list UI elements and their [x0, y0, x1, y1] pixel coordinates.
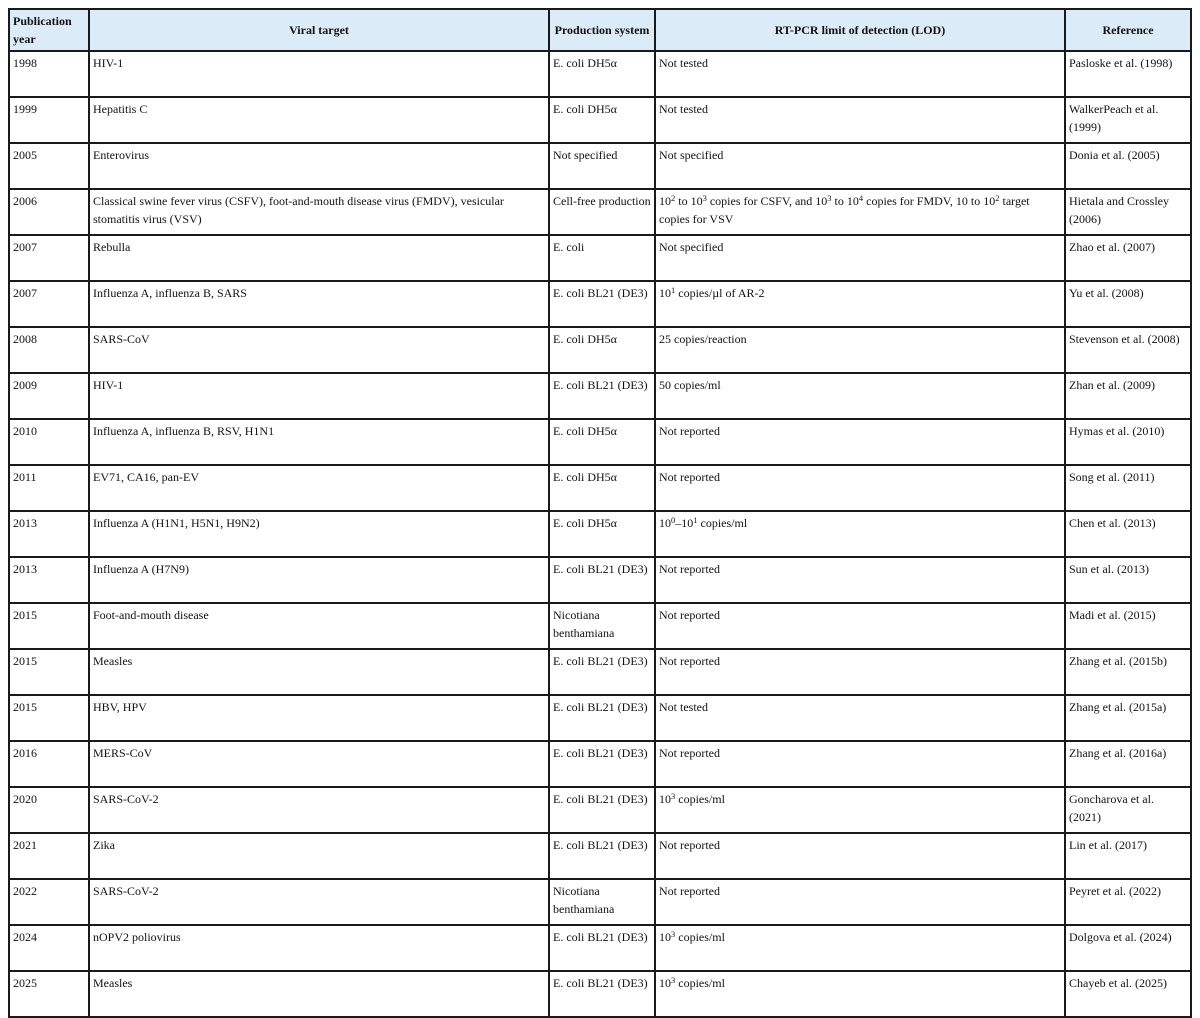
cell-year: 2020 [9, 787, 89, 833]
cell-year: 2008 [9, 327, 89, 373]
cell-production-system: E. coli BL21 (DE3) [549, 373, 655, 419]
cell-lod: 50 copies/ml [655, 373, 1065, 419]
table-row [9, 649, 1191, 695]
cell-year: 2011 [9, 465, 89, 511]
cell-production-system: Nicotiana benthamiana [549, 879, 655, 925]
cell-reference: Sun et al. (2013) [1065, 557, 1191, 603]
cell-production-system: E. coli [549, 235, 655, 281]
cell-viral-target: Influenza A, influenza B, SARS [89, 281, 549, 327]
cell-reference: Zhang et al. (2015b) [1065, 649, 1191, 695]
cell-production-system: E. coli DH5α [549, 97, 655, 143]
cell-year: 1999 [9, 97, 89, 143]
table-row [9, 465, 1191, 511]
cell-reference: Zhao et al. (2007) [1065, 235, 1191, 281]
table-row [9, 971, 1191, 1017]
cell-lod: Not reported [655, 419, 1065, 465]
cell-year: 2005 [9, 143, 89, 189]
cell-reference: Hietala and Crossley (2006) [1065, 189, 1191, 235]
cell-viral-target: HBV, HPV [89, 695, 549, 741]
header-viral-target: Viral target [89, 9, 549, 51]
table-row [9, 189, 1191, 235]
cell-lod: $10^1$ copies/µl of AR-2 [655, 281, 1065, 327]
cell-lod: $10^2$ to $10^3$ copies for CSFV, and $10^3$ to $10^4$ copies for FMDV, 10 to $10^2$ target copies for VSV [655, 189, 1065, 235]
cell-reference: Hymas et al. (2010) [1065, 419, 1191, 465]
cell-production-system: E. coli BL21 (DE3) [549, 925, 655, 971]
cell-lod: Not reported [655, 603, 1065, 649]
cell-reference: WalkerPeach et al. (1999) [1065, 97, 1191, 143]
cell-production-system: E. coli DH5α [549, 51, 655, 97]
table-row [9, 143, 1191, 189]
table-header [9, 9, 1191, 51]
table-row [9, 327, 1191, 373]
cell-year: 2025 [9, 971, 89, 1017]
cell-reference: Madi et al. (2015) [1065, 603, 1191, 649]
cell-production-system: E. coli DH5α [549, 327, 655, 373]
cell-year: 2021 [9, 833, 89, 879]
table-container [8, 8, 1192, 1018]
cell-year: 2007 [9, 235, 89, 281]
cell-year: 2022 [9, 879, 89, 925]
cell-production-system: Nicotiana benthamiana [549, 603, 655, 649]
cell-viral-target: Rebulla [89, 235, 549, 281]
cell-lod: $10^0-10^1$ copies/ml [655, 511, 1065, 557]
cell-reference: Peyret et al. (2022) [1065, 879, 1191, 925]
table-row [9, 373, 1191, 419]
header-row [9, 9, 1191, 51]
table-row [9, 833, 1191, 879]
cell-production-system: E. coli BL21 (DE3) [549, 695, 655, 741]
cell-reference: Yu et al. (2008) [1065, 281, 1191, 327]
cell-viral-target: HIV-1 [89, 51, 549, 97]
cell-viral-target: Influenza A, influenza B, RSV, H1N1 [89, 419, 549, 465]
header-reference: Reference [1065, 9, 1191, 51]
cell-lod: Not reported [655, 741, 1065, 787]
cell-production-system: E. coli DH5α [549, 465, 655, 511]
cell-lod: Not reported [655, 557, 1065, 603]
cell-production-system: E. coli BL21 (DE3) [549, 557, 655, 603]
cell-lod: Not reported [655, 833, 1065, 879]
table-row [9, 879, 1191, 925]
cell-reference: Lin et al. (2017) [1065, 833, 1191, 879]
table-row [9, 511, 1191, 557]
table-row [9, 97, 1191, 143]
cell-viral-target: Measles [89, 649, 549, 695]
table-row [9, 51, 1191, 97]
cell-viral-target: Influenza A (H7N9) [89, 557, 549, 603]
table-row [9, 787, 1191, 833]
cell-viral-target: SARS-CoV-2 [89, 787, 549, 833]
table-row [9, 603, 1191, 649]
cell-year: 2013 [9, 557, 89, 603]
cell-year: 2015 [9, 603, 89, 649]
cell-production-system: E. coli BL21 (DE3) [549, 741, 655, 787]
cell-year: 2013 [9, 511, 89, 557]
cell-reference: Donia et al. (2005) [1065, 143, 1191, 189]
cell-year: 1998 [9, 51, 89, 97]
cell-production-system: E. coli BL21 (DE3) [549, 833, 655, 879]
cell-year: 2007 [9, 281, 89, 327]
cell-reference: Stevenson et al. (2008) [1065, 327, 1191, 373]
cell-reference: Goncharova et al. (2021) [1065, 787, 1191, 833]
cell-reference: Zhan et al. (2009) [1065, 373, 1191, 419]
cell-viral-target: Hepatitis C [89, 97, 549, 143]
cell-lod: Not reported [655, 649, 1065, 695]
cell-reference: Zhang et al. (2016a) [1065, 741, 1191, 787]
cell-year: 2015 [9, 649, 89, 695]
cell-lod: Not specified [655, 235, 1065, 281]
cell-lod: Not tested [655, 695, 1065, 741]
cell-viral-target: SARS-CoV-2 [89, 879, 549, 925]
cell-lod: $10^3$ copies/ml [655, 971, 1065, 1017]
table-row [9, 925, 1191, 971]
cell-viral-target: Measles [89, 971, 549, 1017]
cell-reference: Chayeb et al. (2025) [1065, 971, 1191, 1017]
cell-year: 2024 [9, 925, 89, 971]
cell-lod: 25 copies/reaction [655, 327, 1065, 373]
cell-year: 2015 [9, 695, 89, 741]
table-row [9, 741, 1191, 787]
table-body [9, 51, 1191, 1017]
cell-viral-target: Zika [89, 833, 549, 879]
cell-viral-target: EV71, CA16, pan-EV [89, 465, 549, 511]
cell-year: 2016 [9, 741, 89, 787]
table-row [9, 235, 1191, 281]
cell-reference: Dolgova et al. (2024) [1065, 925, 1191, 971]
table-row [9, 557, 1191, 603]
cell-production-system: E. coli DH5α [549, 511, 655, 557]
cell-reference: Song et al. (2011) [1065, 465, 1191, 511]
cell-lod: Not specified [655, 143, 1065, 189]
cell-viral-target: Classical swine fever virus (CSFV), foot-and-mouth disease virus (FMDV), vesicular stomatitis virus (VSV) [89, 189, 549, 235]
cell-lod: $10^3$ copies/ml [655, 925, 1065, 971]
cell-production-system: E. coli DH5α [549, 419, 655, 465]
data-table [8, 8, 1192, 1018]
cell-viral-target: HIV-1 [89, 373, 549, 419]
cell-year: 2006 [9, 189, 89, 235]
cell-lod: Not tested [655, 51, 1065, 97]
table-row [9, 281, 1191, 327]
cell-production-system: E. coli BL21 (DE3) [549, 971, 655, 1017]
header-lod: RT-PCR limit of detection (LOD) [655, 9, 1065, 51]
cell-viral-target: Foot-and-mouth disease [89, 603, 549, 649]
cell-viral-target: Enterovirus [89, 143, 549, 189]
cell-reference: Pasloske et al. (1998) [1065, 51, 1191, 97]
cell-production-system: E. coli BL21 (DE3) [549, 281, 655, 327]
header-publication-year: Publication year [9, 9, 89, 51]
header-production-system: Production system [549, 9, 655, 51]
cell-lod: Not reported [655, 465, 1065, 511]
cell-production-system: Cell-free production [549, 189, 655, 235]
cell-viral-target: MERS-CoV [89, 741, 549, 787]
cell-year: 2010 [9, 419, 89, 465]
cell-viral-target: SARS-CoV [89, 327, 549, 373]
table-row [9, 419, 1191, 465]
cell-viral-target: Influenza A (H1N1, H5N1, H9N2) [89, 511, 549, 557]
table-row [9, 695, 1191, 741]
cell-lod: Not reported [655, 879, 1065, 925]
cell-lod: Not tested [655, 97, 1065, 143]
cell-lod: $10^3$ copies/ml [655, 787, 1065, 833]
cell-production-system: E. coli BL21 (DE3) [549, 649, 655, 695]
cell-production-system: E. coli BL21 (DE3) [549, 787, 655, 833]
cell-reference: Chen et al. (2013) [1065, 511, 1191, 557]
cell-production-system: Not specified [549, 143, 655, 189]
cell-year: 2009 [9, 373, 89, 419]
cell-reference: Zhang et al. (2015a) [1065, 695, 1191, 741]
cell-viral-target: nOPV2 poliovirus [89, 925, 549, 971]
